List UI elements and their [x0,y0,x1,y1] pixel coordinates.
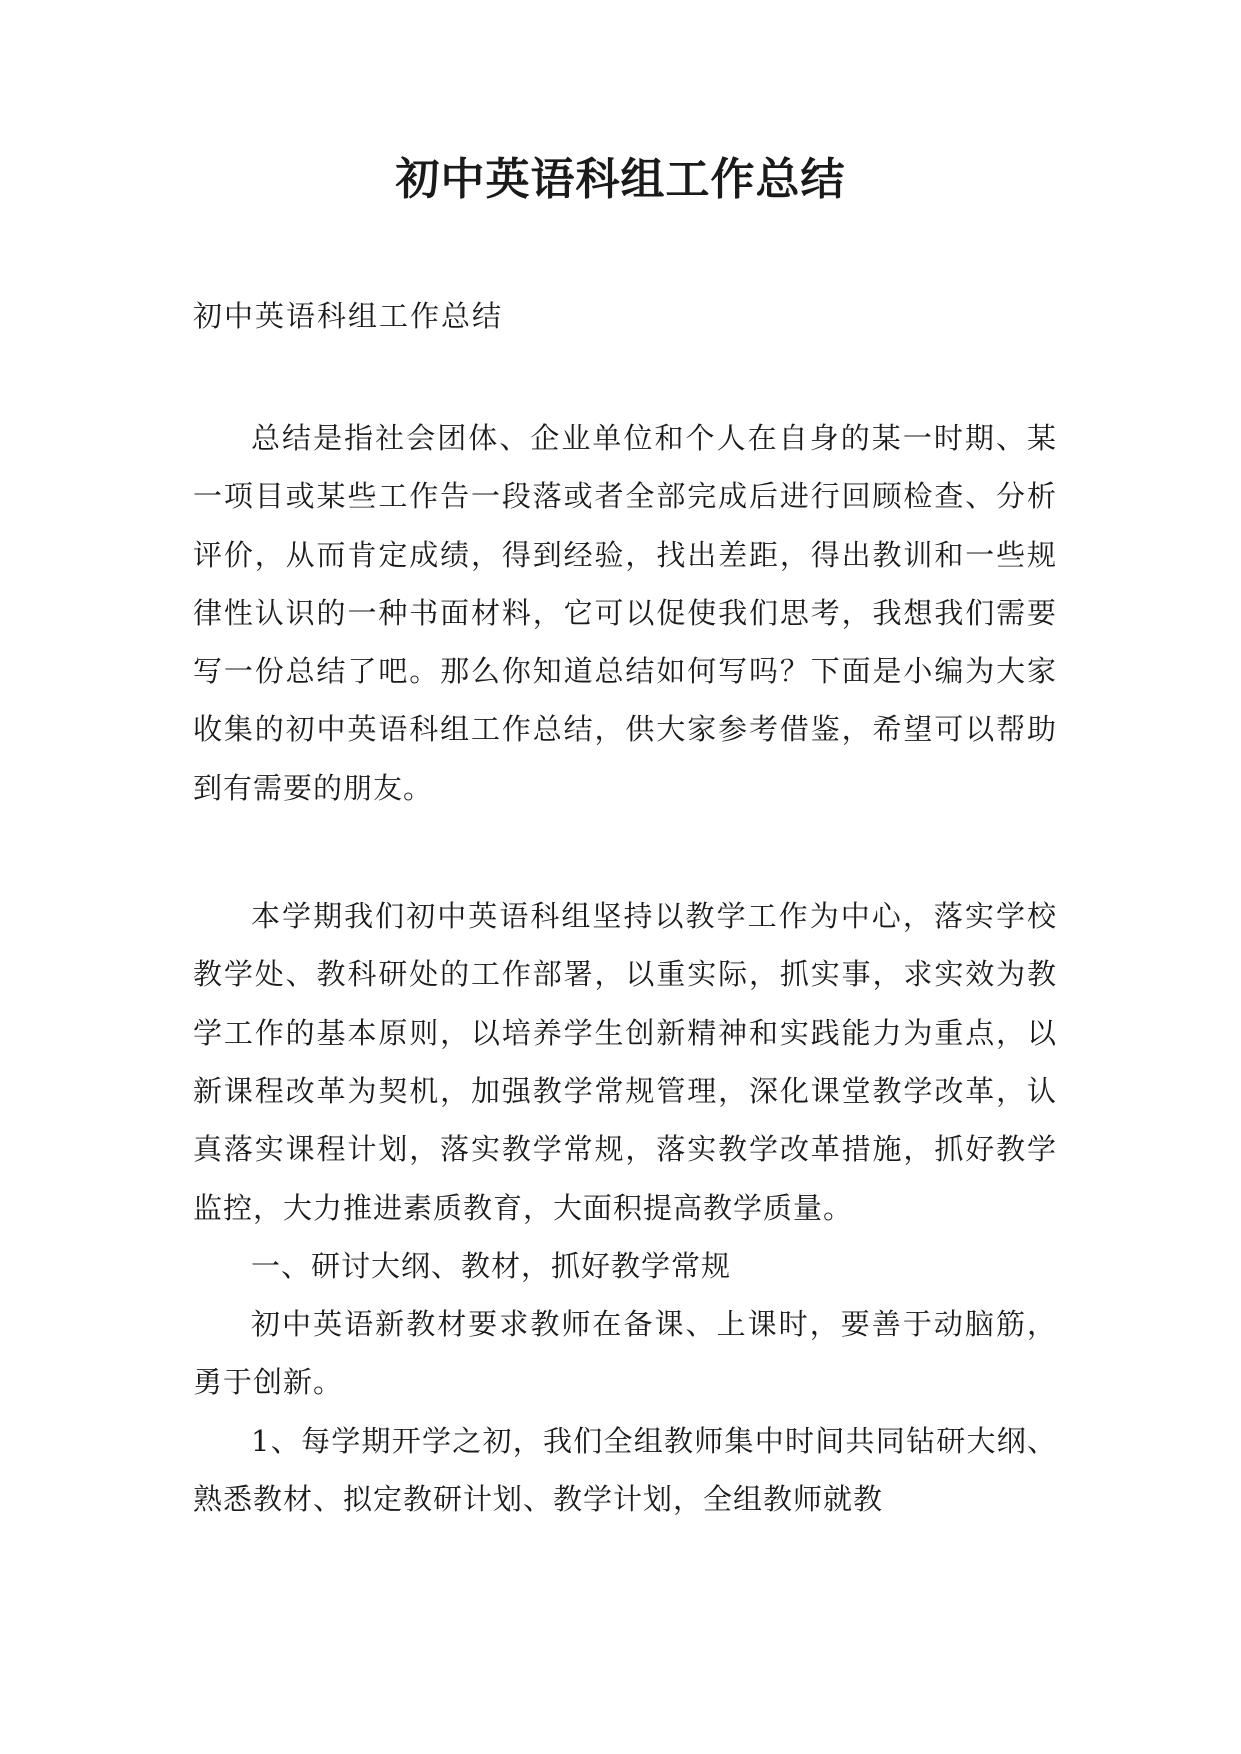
section-heading: 一、研讨大纲、教材，抓好教学常规 [251,1248,732,1283]
paragraph-requirement: 初中英语新教材要求教师在备课、上课时，要善于动脑筋，勇于创新。 [193,1307,1057,1400]
paragraph-intro: 总结是指社会团体、企业单位和个人在自身的某一时期、某一项目或某些工作告一段落或者全部完成后进行回顾检查、分析评价，从而肯定成绩，得到经验，找出差距，得出教训和一些规律性认识的一种书面材料，它可以促使我们思考，我想我们需要写一份总结了吧。那么你知道总结如何写吗？下面是小编为大家收集的初中英语科组工作总结，供大家参考借鉴，希望可以帮助到有需要的朋友。 [193,421,1057,805]
document-subtitle: 初中英语科组工作总结 [193,299,504,333]
paragraph-item-1: 1、每学期开学之初，我们全组教师集中时间共同钻研大纲、熟悉教材、拟定教研计划、教学计划，全组教师就教 [193,1423,1057,1517]
document-body [193,409,1057,1528]
paragraph-overview: 本学期我们初中英语科组坚持以教学工作为中心，落实学校教学处、教科研处的工作部署，以重实际，抓实事，求实效为教学工作的基本原则，以培养学生创新精神和实践能力为重点，以新课程改革为契机，加强教学常规管理，深化课堂教学改革，认真落实课程计划，落实教学常规，落实教学改革措施，抓好教学监控，大力推进素质教育，大面积提高教学质量。 [193,899,1057,1225]
document-title: 初中英语科组工作总结 [395,154,846,205]
